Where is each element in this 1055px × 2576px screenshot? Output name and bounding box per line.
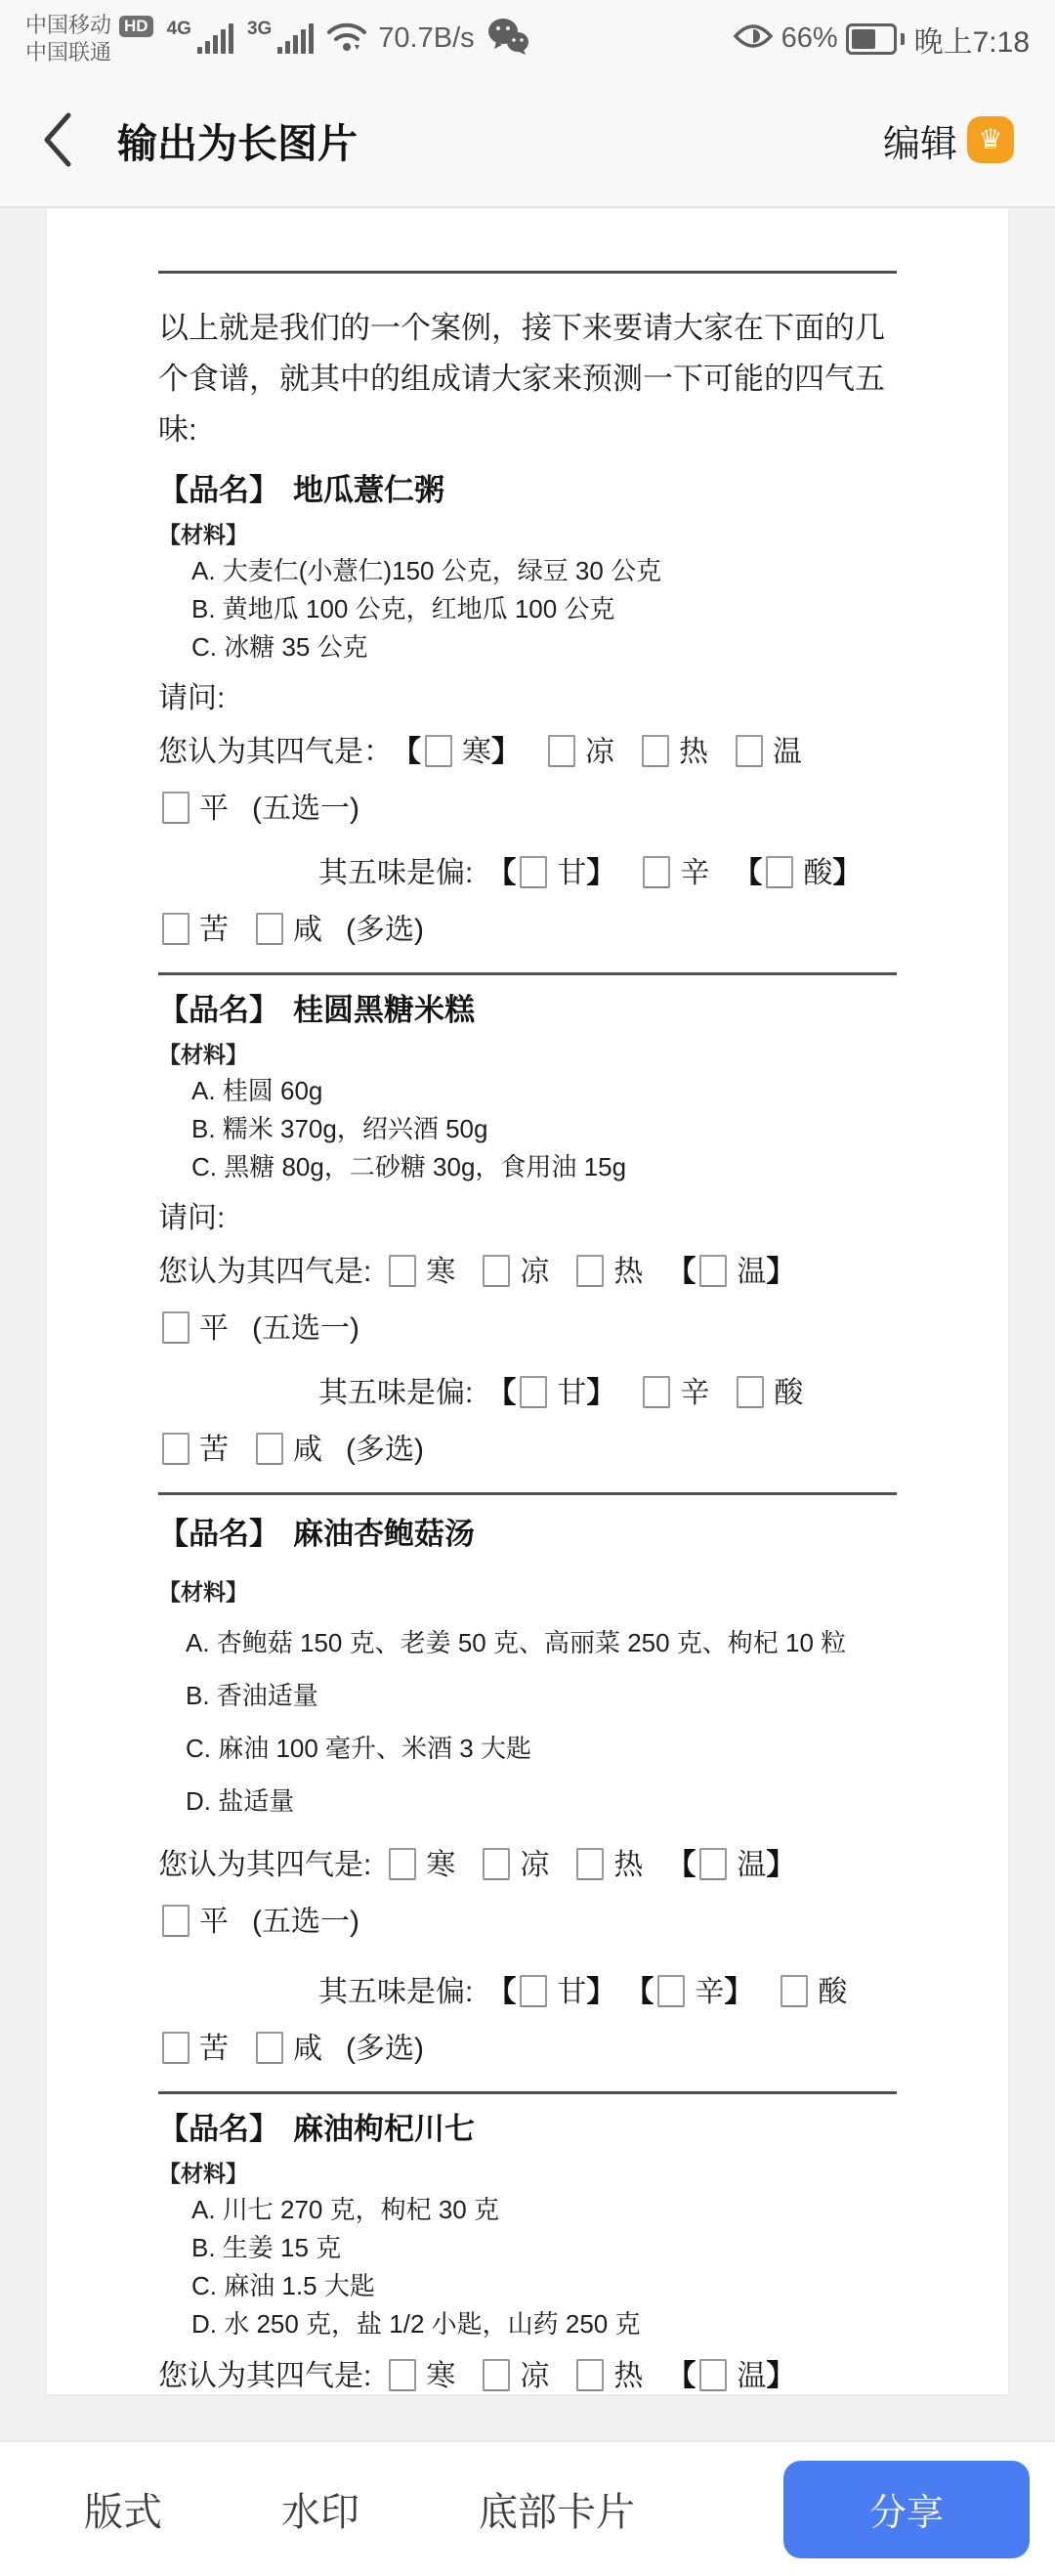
five-wei-option-甘 bbox=[486, 1976, 615, 2008]
checkbox-icon bbox=[162, 1311, 190, 1344]
four-qi-option-凉 bbox=[479, 2360, 549, 2392]
materials-label: 【材料】 bbox=[158, 522, 248, 547]
hd-badge: HD bbox=[119, 16, 153, 37]
checkbox-icon bbox=[520, 856, 547, 888]
five-wei-option-苦 bbox=[158, 914, 229, 946]
material-item: B. 香油适量 bbox=[186, 1681, 318, 1710]
option-label: 咸 bbox=[293, 2033, 322, 2065]
divider bbox=[158, 1492, 897, 1495]
checkbox-icon bbox=[548, 735, 575, 767]
edit-label: 编辑 bbox=[882, 123, 957, 165]
wifi-icon bbox=[327, 21, 366, 57]
material-item: D. 盐适量 bbox=[186, 1786, 295, 1816]
edit-button[interactable] bbox=[883, 113, 1014, 167]
materials-label: 【材料】 bbox=[158, 2161, 248, 2186]
back-button[interactable] bbox=[41, 111, 74, 168]
option-label: 辛 bbox=[680, 1377, 710, 1409]
four-qi-prefix: 您认为其四气是: bbox=[158, 2360, 372, 2392]
preview-area bbox=[0, 208, 1055, 2440]
signal-3g bbox=[246, 19, 314, 54]
chevron-left-icon bbox=[41, 111, 74, 168]
checkbox-icon bbox=[737, 1376, 764, 1408]
vip-crown-icon: ♛ bbox=[967, 116, 1014, 163]
option-label: 温 bbox=[737, 2360, 767, 2392]
bracket-close: 】 bbox=[766, 2360, 796, 2392]
five-wei-suffix: (多选) bbox=[346, 914, 424, 946]
intro-paragraph: 以上就是我们的一个案例，接下来要请大家在下面的几个食谱，就其中的组成请大家来预测一下可能的四气五味: bbox=[158, 311, 885, 447]
bracket-close: 】 bbox=[491, 736, 521, 768]
bracket-open: 【 bbox=[733, 857, 763, 889]
recipe-name-label: 【品名】 bbox=[158, 2112, 279, 2146]
recipe-name: 麻油枸杞川七 bbox=[293, 2112, 475, 2146]
four-qi-suffix: (五选一) bbox=[252, 793, 359, 825]
four-qi-option-平 bbox=[158, 793, 229, 825]
recipe-name: 地瓜薏仁粥 bbox=[293, 473, 444, 507]
checkbox-icon bbox=[162, 1905, 190, 1937]
material-item: A. 大麦仁(小薏仁)150 公克，绿豆 30 公克 bbox=[191, 556, 662, 585]
signal-bars-icon bbox=[274, 23, 314, 54]
four-qi-line bbox=[158, 1244, 897, 1357]
bracket-close: 】 bbox=[766, 1849, 796, 1881]
toolbar-item-1[interactable]: 版式 bbox=[84, 2491, 162, 2534]
four-qi-option-寒 bbox=[385, 1256, 455, 1288]
carrier-1: 中国移动 bbox=[25, 13, 112, 37]
material-item: B. 黄地瓜 100 公克，红地瓜 100 公克 bbox=[191, 594, 615, 623]
option-label: 苦 bbox=[199, 1434, 229, 1466]
document-preview bbox=[47, 208, 1008, 2394]
recipe-title bbox=[158, 465, 897, 509]
option-label: 平 bbox=[199, 793, 229, 825]
recipe-name-label: 【品名】 bbox=[158, 473, 279, 507]
option-label: 寒 bbox=[462, 736, 491, 768]
four-qi-line bbox=[158, 1837, 897, 1951]
checkbox-icon bbox=[483, 2359, 510, 2391]
four-qi-prefix: 您认为其四气是: bbox=[158, 1849, 372, 1881]
recipe-title bbox=[158, 985, 897, 1029]
five-wei-option-苦 bbox=[158, 2033, 229, 2065]
option-label: 热 bbox=[679, 736, 708, 768]
four-qi-option-温 bbox=[666, 1256, 795, 1288]
material-item: C. 黑糖 80g，二砂糖 30g，食用油 15g bbox=[191, 1152, 627, 1181]
bracket-close: 】 bbox=[586, 1976, 616, 2008]
four-qi-option-寒 bbox=[406, 736, 521, 768]
five-wei-prefix: 其五味是偏: bbox=[318, 857, 474, 889]
recipe-name: 麻油杏鲍菇汤 bbox=[293, 1517, 475, 1551]
checkbox-icon bbox=[699, 1255, 727, 1287]
bracket-open: 【 bbox=[486, 857, 517, 889]
divider bbox=[158, 271, 897, 274]
four-qi-option-热 bbox=[572, 1849, 643, 1881]
toolbar-item-2[interactable]: 水印 bbox=[281, 2491, 359, 2534]
four-qi-prefix: 您认为其四气是: bbox=[158, 1256, 372, 1288]
bracket-open: 【 bbox=[666, 1849, 696, 1881]
option-label: 热 bbox=[613, 1256, 644, 1288]
material-item: A. 杏鲍菇 150 克、老姜 50 克、高丽菜 250 克、枸杞 10 粒 bbox=[186, 1628, 847, 1657]
five-wei-option-酸 bbox=[777, 1976, 847, 2008]
option-label: 辛 bbox=[695, 1976, 725, 2008]
clock-time: 晚上7:18 bbox=[913, 25, 1030, 59]
option-label: 热 bbox=[613, 2360, 644, 2392]
battery-icon bbox=[846, 23, 897, 55]
four-qi-option-凉 bbox=[479, 1256, 549, 1288]
bracket-close: 】 bbox=[766, 1256, 796, 1288]
material-item: A. 川七 270 克，枸杞 30 克 bbox=[191, 2195, 499, 2224]
checkbox-icon bbox=[425, 735, 452, 767]
five-wei-option-咸 bbox=[252, 2033, 322, 2065]
option-label: 平 bbox=[199, 1312, 229, 1345]
option-label: 咸 bbox=[293, 1434, 322, 1466]
bracket-open: 【 bbox=[639, 1976, 654, 2008]
option-label: 平 bbox=[199, 1906, 229, 1938]
option-label: 凉 bbox=[585, 736, 614, 768]
recipe-name: 桂圆黑糖米糕 bbox=[293, 993, 475, 1027]
battery-percent: 66% bbox=[781, 22, 838, 54]
network-4g-label: 4G bbox=[166, 19, 191, 39]
option-label: 寒 bbox=[426, 2360, 456, 2392]
five-wei-option-咸 bbox=[252, 1434, 322, 1466]
checkbox-icon bbox=[389, 2359, 416, 2391]
five-wei-line bbox=[158, 1365, 897, 1479]
four-qi-option-凉 bbox=[479, 1849, 549, 1881]
five-wei-prefix: 其五味是偏: bbox=[318, 1377, 474, 1409]
checkbox-icon bbox=[766, 856, 793, 888]
option-label: 甘 bbox=[557, 857, 587, 889]
four-qi-option-凉 bbox=[544, 736, 614, 768]
recipe-section bbox=[158, 1492, 897, 2078]
divider bbox=[158, 972, 897, 975]
five-wei-option-苦 bbox=[158, 1434, 229, 1466]
recipe-list bbox=[158, 465, 897, 2394]
five-wei-option-辛 bbox=[639, 857, 709, 889]
five-wei-option-酸 bbox=[733, 1377, 803, 1409]
carrier-names bbox=[25, 12, 111, 65]
five-wei-option-酸 bbox=[733, 857, 862, 889]
recipe-title bbox=[158, 2104, 897, 2148]
bracket-open: 【 bbox=[486, 1377, 517, 1409]
eye-protection-icon bbox=[733, 21, 774, 56]
toolbar-items bbox=[25, 2481, 635, 2537]
checkbox-icon bbox=[483, 1848, 510, 1880]
checkbox-icon bbox=[520, 1975, 547, 2007]
checkbox-icon bbox=[520, 1376, 547, 1408]
option-label: 苦 bbox=[199, 914, 229, 946]
option-label: 寒 bbox=[426, 1256, 456, 1288]
four-qi-option-温 bbox=[732, 736, 802, 768]
option-label: 咸 bbox=[293, 914, 322, 946]
share-button[interactable]: 分享 bbox=[783, 2461, 1030, 2558]
bracket-close: 】 bbox=[724, 1976, 754, 2008]
recipe-section bbox=[158, 465, 897, 959]
checkbox-icon bbox=[657, 1975, 685, 2007]
divider bbox=[158, 2091, 897, 2094]
bracket-close: 】 bbox=[832, 857, 863, 889]
status-bar bbox=[0, 0, 1055, 73]
checkbox-icon bbox=[389, 1848, 416, 1880]
checkbox-icon bbox=[576, 2359, 604, 2391]
materials-label: 【材料】 bbox=[158, 1042, 248, 1067]
ask-label: 请问: bbox=[158, 1202, 226, 1234]
bracket-open: 【 bbox=[406, 736, 421, 768]
option-label: 酸 bbox=[803, 857, 833, 889]
five-wei-suffix: (多选) bbox=[346, 2033, 424, 2065]
toolbar-item-3[interactable]: 底部卡片 bbox=[479, 2491, 635, 2534]
four-qi-suffix: (五选一) bbox=[252, 1312, 359, 1345]
bracket-open: 【 bbox=[666, 1256, 696, 1288]
five-wei-option-咸 bbox=[252, 914, 322, 946]
five-wei-option-甘 bbox=[486, 1377, 615, 1409]
five-wei-option-辛 bbox=[639, 1976, 753, 2008]
four-qi-option-热 bbox=[572, 2360, 643, 2392]
option-label: 温 bbox=[737, 1849, 767, 1881]
network-speed: 70.7B/s bbox=[378, 22, 475, 54]
bracket-close: 】 bbox=[586, 1377, 616, 1409]
five-wei-option-甘 bbox=[486, 857, 615, 889]
recipe-section bbox=[158, 972, 897, 1479]
five-wei-line bbox=[158, 1964, 897, 2078]
checkbox-icon bbox=[389, 1255, 416, 1287]
material-item: C. 冰糖 35 公克 bbox=[191, 632, 368, 662]
materials-label: 【材料】 bbox=[158, 1579, 248, 1605]
wechat-icon bbox=[486, 18, 529, 60]
five-wei-prefix: 其五味是偏: bbox=[318, 1976, 474, 2008]
checkbox-icon bbox=[643, 856, 670, 888]
bracket-close: 】 bbox=[586, 857, 616, 889]
page-title: 输出为长图片 bbox=[117, 120, 358, 166]
five-wei-line bbox=[158, 845, 897, 959]
checkbox-icon bbox=[162, 913, 190, 945]
option-label: 热 bbox=[613, 1849, 644, 1881]
checkbox-icon bbox=[781, 1975, 808, 2007]
network-3g-label: 3G bbox=[246, 19, 273, 39]
four-qi-line bbox=[158, 2348, 897, 2394]
four-qi-suffix: (五选一) bbox=[252, 1906, 359, 1938]
option-label: 甘 bbox=[557, 1377, 587, 1409]
four-qi-option-寒 bbox=[385, 1849, 455, 1881]
option-label: 凉 bbox=[520, 1256, 550, 1288]
four-qi-option-温 bbox=[666, 2360, 795, 2392]
four-qi-option-平 bbox=[158, 1906, 229, 1938]
four-qi-prefix: 您认为其四气是： bbox=[158, 736, 393, 768]
four-qi-option-平 bbox=[158, 1312, 229, 1345]
material-item: C. 麻油 100 毫升、米酒 3 大匙 bbox=[186, 1734, 531, 1763]
option-label: 苦 bbox=[199, 2033, 229, 2065]
signal-bars-icon bbox=[194, 23, 233, 54]
ask-label: 请问: bbox=[158, 682, 226, 714]
four-qi-option-寒 bbox=[385, 2360, 455, 2392]
recipe-name-label: 【品名】 bbox=[158, 993, 279, 1027]
material-item: D. 水 250 克，盐 1/2 小匙，山药 250 克 bbox=[191, 2309, 641, 2339]
signal-4g bbox=[166, 19, 233, 54]
app-header bbox=[0, 73, 1055, 208]
checkbox-icon bbox=[699, 2359, 727, 2391]
checkbox-icon bbox=[643, 1376, 670, 1408]
bottom-toolbar bbox=[0, 2440, 1055, 2576]
option-label: 温 bbox=[737, 1256, 767, 1288]
option-label: 辛 bbox=[680, 857, 710, 889]
option-label: 寒 bbox=[426, 1849, 456, 1881]
checkbox-icon bbox=[162, 1433, 190, 1465]
checkbox-icon bbox=[256, 1433, 283, 1465]
recipe-name-label: 【品名】 bbox=[158, 1517, 279, 1551]
recipe-section bbox=[158, 2091, 897, 2394]
four-qi-option-热 bbox=[572, 1256, 643, 1288]
checkbox-icon bbox=[736, 735, 763, 767]
five-wei-suffix: (多选) bbox=[346, 1434, 424, 1466]
option-label: 凉 bbox=[520, 2360, 550, 2392]
four-qi-option-热 bbox=[638, 736, 708, 768]
option-label: 凉 bbox=[520, 1849, 550, 1881]
recipe-title bbox=[158, 1509, 897, 1553]
material-item: B. 生姜 15 克 bbox=[191, 2233, 342, 2262]
material-item: B. 糯米 370g，绍兴酒 50g bbox=[191, 1114, 488, 1143]
checkbox-icon bbox=[162, 792, 190, 824]
checkbox-icon bbox=[256, 2032, 283, 2064]
option-label: 甘 bbox=[557, 1976, 587, 2008]
checkbox-icon bbox=[699, 1848, 727, 1880]
five-wei-option-辛 bbox=[639, 1377, 709, 1409]
checkbox-icon bbox=[576, 1255, 604, 1287]
material-item: C. 麻油 1.5 大匙 bbox=[191, 2271, 375, 2300]
four-qi-line bbox=[158, 724, 897, 837]
checkbox-icon bbox=[642, 735, 669, 767]
battery-nub bbox=[901, 33, 905, 45]
checkbox-icon bbox=[576, 1848, 604, 1880]
carrier-2: 中国联通 bbox=[25, 39, 112, 64]
checkbox-icon bbox=[162, 2032, 190, 2064]
option-label: 酸 bbox=[818, 1976, 848, 2008]
material-item: A. 桂圆 60g bbox=[191, 1076, 323, 1105]
option-label: 温 bbox=[773, 736, 802, 768]
bracket-open: 【 bbox=[486, 1976, 517, 2008]
checkbox-icon bbox=[483, 1255, 510, 1287]
option-label: 酸 bbox=[774, 1377, 804, 1409]
checkbox-icon bbox=[256, 913, 283, 945]
bracket-open: 【 bbox=[666, 2360, 696, 2392]
four-qi-option-温 bbox=[666, 1849, 795, 1881]
